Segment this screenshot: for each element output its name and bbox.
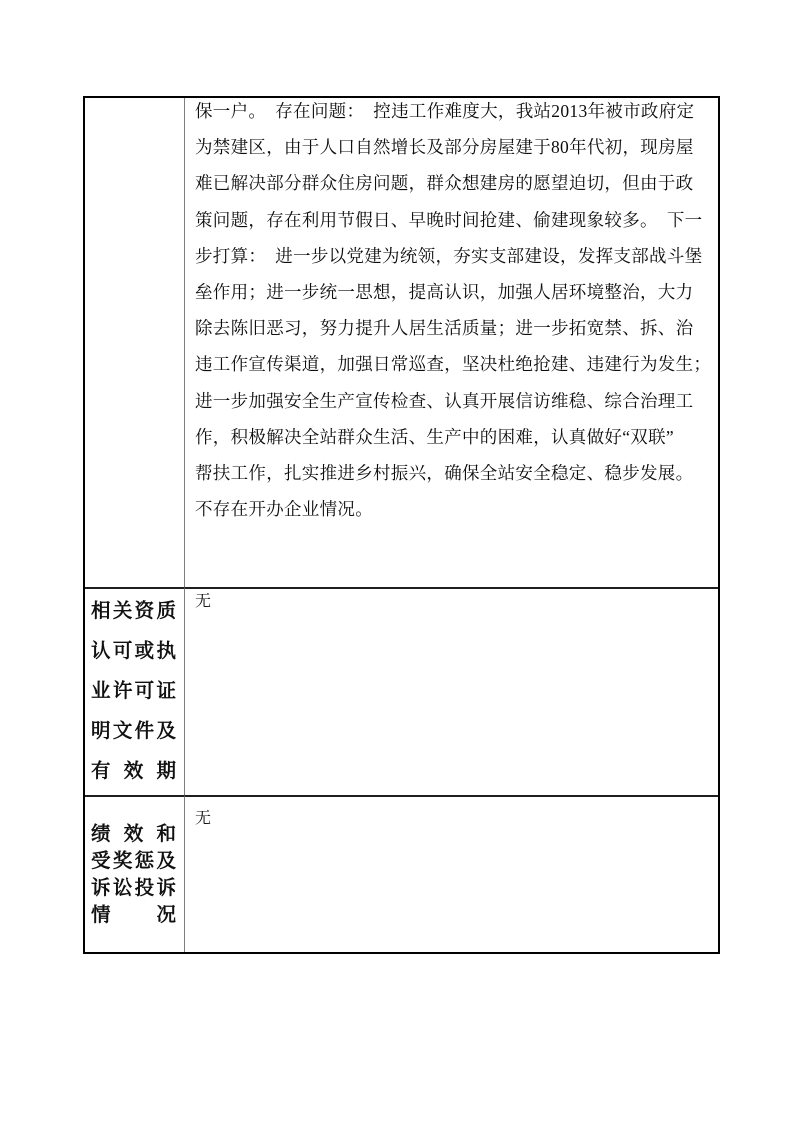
report-text-line: 策问题，存在利用节假日、早晚时间抢建、偷建现象较多。 下一	[195, 209, 703, 230]
report-text-line: 作，积极解决全站群众生活、生产中的困难，认真做好“双联”	[195, 426, 674, 447]
row1-label-cell-empty	[85, 98, 185, 587]
row1-content-cell	[185, 98, 718, 587]
row-label-line: 绩效和	[91, 823, 176, 845]
report-text-line: 帮扶工作，扎实推进乡村振兴，确保全站安全稳定、稳步发展。	[195, 463, 694, 484]
row-label-line: 业许可证	[91, 680, 176, 702]
row-label-line: 受奖惩及	[91, 850, 176, 872]
row3-label-cell-performance	[85, 795, 185, 953]
report-text-line: 不存在开办企业情况。	[195, 499, 373, 520]
row-label-line: 认可或执	[91, 640, 176, 662]
report-text-line: 步打算： 进一步以党建为统领，夯实支部建设，发挥支部战斗堡	[195, 245, 703, 266]
row2-value-none: 无	[195, 592, 212, 610]
report-text-line: 违工作宣传渠道，加强日常巡查，坚决杜绝抢建、违建行为发生；	[195, 354, 712, 375]
row-label-line: 诉讼投诉	[91, 877, 176, 899]
row-label-line: 有效期	[91, 760, 176, 782]
report-text-line: 进一步加强安全生产宣传检查、认真开展信访维稳、综合治理工	[195, 390, 694, 411]
row3-value-none: 无	[195, 809, 212, 827]
row2-label-cell-credentials	[85, 587, 185, 795]
report-text-line: 为禁建区，由于人口自然增长及部分房屋建于80年代初，现房屋	[195, 137, 694, 158]
row3-content-cell	[185, 795, 718, 953]
report-paragraph	[195, 98, 712, 527]
row-label-line: 明文件及	[91, 720, 176, 742]
report-text-line: 垒作用；进一步统一思想，提高认识，加强人居环境整治，大力	[195, 282, 694, 303]
row2-content-cell	[185, 587, 718, 795]
row-label-line: 相关资质	[91, 600, 176, 622]
report-text-line: 保一户。 存在问题： 控违工作难度大，我站2013年被市政府定	[195, 101, 695, 121]
report-text-line: 除去陈旧恶习，努力提升人居生活质量；进一步拓宽禁、拆、治	[195, 318, 694, 339]
report-text-line: 难已解决部分群众住房问题，群众想建房的愿望迫切，但由于政	[195, 173, 694, 194]
report-table	[83, 96, 720, 954]
row-label-line: 情况	[91, 904, 176, 926]
